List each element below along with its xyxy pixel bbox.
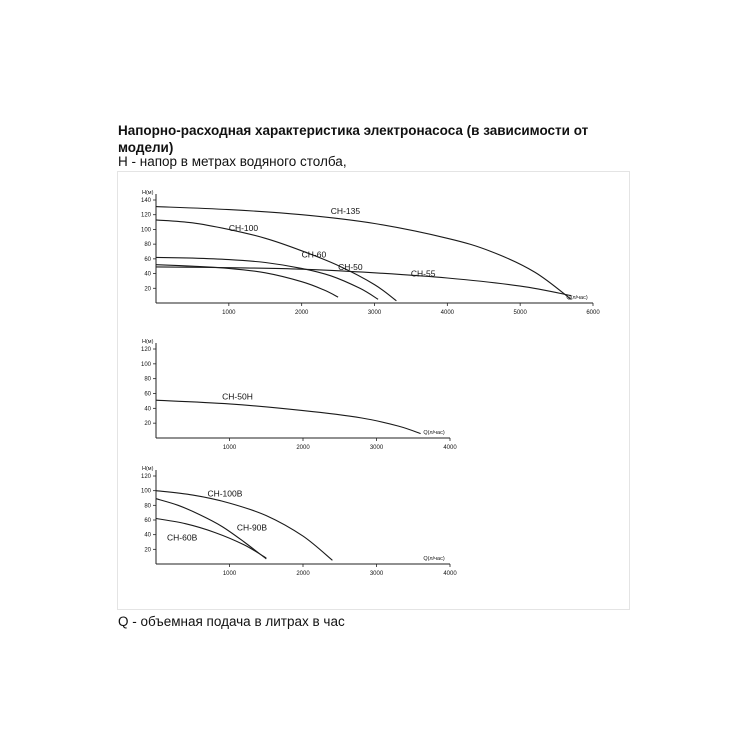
head-definition-note: H - напор в метрах водяного столба, — [118, 154, 347, 169]
y-tick-label: 60 — [144, 391, 151, 398]
y-tick-label: 60 — [144, 256, 151, 263]
y-axis-label: H(м) — [142, 339, 154, 345]
curve-label-ch-50: CH-50 — [338, 261, 363, 272]
curve-label-ch-60: CH-60 — [301, 249, 327, 260]
x-tick-label: 3000 — [369, 445, 384, 451]
y-tick-label: 60 — [144, 518, 151, 524]
chart-panel-2 — [141, 339, 457, 451]
x-tick-label: 6000 — [586, 310, 600, 316]
flow-definition-note: Q - объемная подача в литрах в час — [118, 614, 345, 629]
curve-ch-135 — [156, 207, 571, 300]
x-tick-label: 5000 — [513, 310, 527, 316]
y-tick-label: 20 — [144, 421, 151, 428]
x-tick-label: 1000 — [222, 571, 237, 577]
y-tick-label: 40 — [144, 406, 151, 413]
x-tick-label: 1000 — [222, 310, 236, 316]
y-tick-label: 120 — [140, 474, 151, 480]
x-tick-label: 2000 — [296, 571, 310, 577]
x-axis-label: Q(л/час) — [423, 430, 445, 436]
x-axis-label: Q(л/час) — [423, 556, 445, 562]
y-tick-label: 20 — [144, 286, 151, 293]
curve-ch-50h — [156, 400, 421, 433]
y-axis-label: H(м) — [142, 190, 154, 196]
curve-label-ch-135: CH-135 — [330, 205, 361, 216]
curve-label-ch-100: CH-100 — [228, 222, 259, 233]
x-tick-label: 2000 — [294, 310, 309, 316]
x-tick-label: 1000 — [222, 445, 237, 451]
y-tick-label: 120 — [140, 212, 151, 219]
y-axis-label: H(м) — [142, 466, 154, 472]
y-tick-label: 40 — [144, 532, 151, 539]
y-tick-label: 80 — [144, 503, 151, 510]
y-tick-label: 100 — [140, 488, 151, 495]
x-tick-label: 4000 — [443, 571, 457, 577]
curve-label-ch-50h: CH-50H — [222, 391, 253, 402]
y-tick-label: 80 — [144, 242, 151, 249]
x-tick-label: 4000 — [440, 310, 455, 316]
x-tick-label: 3000 — [369, 571, 384, 577]
curve-label-ch-90b: CH-90B — [236, 522, 268, 533]
chart-panel-1 — [141, 190, 600, 316]
curve-label-ch-100b: CH-100B — [207, 488, 243, 499]
x-axis-label: Q(л/час) — [566, 295, 588, 301]
curve-label-ch-55: CH-55 — [410, 268, 436, 279]
x-tick-label: 2000 — [296, 445, 310, 451]
curve-ch-55 — [156, 267, 571, 296]
y-tick-label: 100 — [140, 361, 151, 368]
y-tick-label: 80 — [144, 376, 151, 383]
x-tick-label: 3000 — [367, 310, 382, 316]
chart-panel-3 — [141, 466, 457, 577]
y-tick-label: 140 — [140, 198, 151, 204]
curve-label-ch-60b: CH-60B — [167, 532, 198, 543]
x-tick-label: 4000 — [443, 445, 457, 451]
page-heading: Напорно-расходная характеристика электронасоса (в зависимости от модели) — [118, 123, 589, 155]
y-tick-label: 100 — [140, 227, 151, 234]
y-tick-label: 40 — [144, 271, 151, 278]
y-tick-label: 120 — [140, 347, 151, 353]
y-tick-label: 20 — [144, 547, 151, 554]
